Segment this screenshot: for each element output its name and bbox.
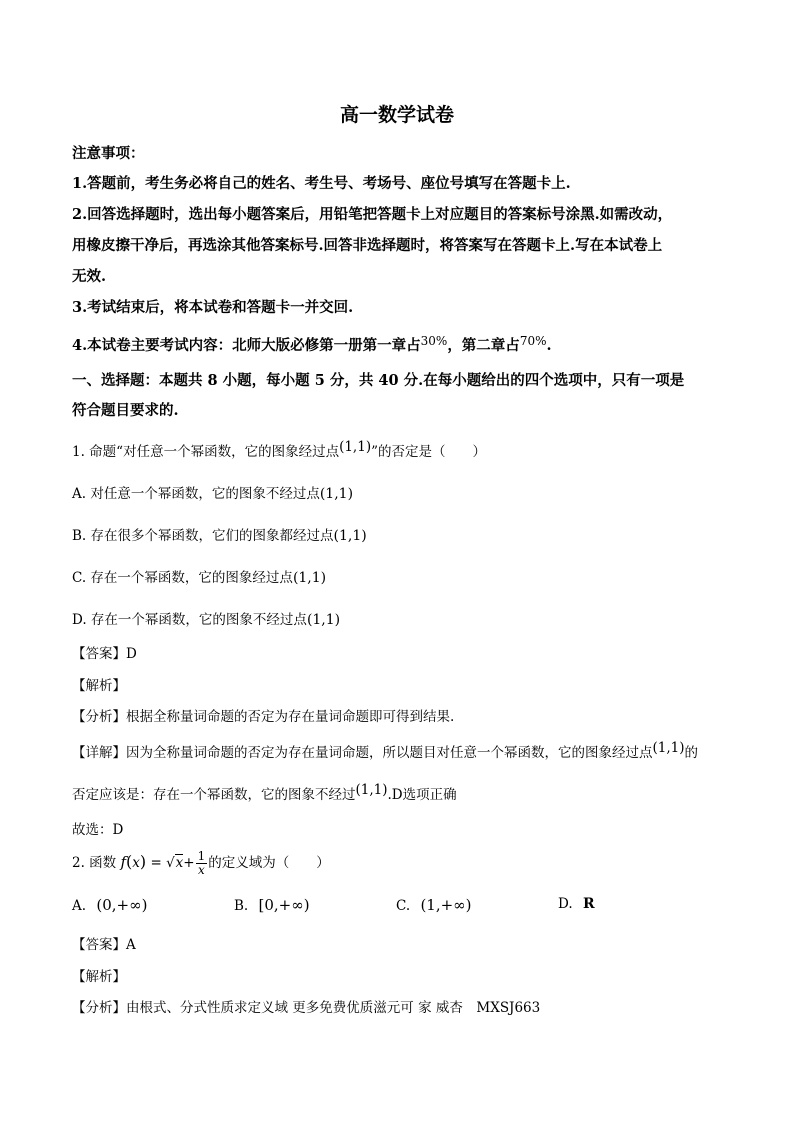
- q2-option-a-math: (0,+∞): [96, 896, 148, 914]
- q1-stem-point: (1,1): [339, 439, 372, 455]
- q1-fenxi: [72, 705, 454, 725]
- q1-option-b: [72, 524, 367, 544]
- q1-xiangjie-point-2: (1,1): [355, 782, 388, 798]
- q2-frac-num: 1: [197, 849, 206, 863]
- q1-option-b-text: B. 存在很多个幂函数，它们的图象都经过点: [72, 528, 334, 544]
- q2-option-d: [558, 896, 595, 912]
- q1-option-d-text: D. 存在一个幂函数，它的图象不经过点: [72, 612, 307, 628]
- q2-answer: 【答案】A: [72, 937, 136, 953]
- q1-option-a: [72, 482, 353, 502]
- q2-stem: 2. 函数 f(x) = √x+ $\frac{1}{x}$ 的定义域为（ ）: [72, 849, 330, 877]
- q2-option-b-math: [0,+∞): [258, 896, 310, 914]
- notice-item-1: 1.答题前，考生务必将自己的姓名、考生号、考场号、座位号填写在答题卡上.: [72, 175, 571, 192]
- q2-option-c-label: C.: [396, 898, 411, 914]
- q2-fenxi: [72, 996, 540, 1016]
- q1-xiangjie-point: (1,1): [652, 740, 685, 756]
- q2-option-c-math: (1,+∞): [420, 896, 472, 914]
- q2-frac-den: x: [198, 863, 205, 877]
- q1-option-c: [72, 566, 326, 586]
- q1-fenxi-text: 根据全称量词命题的否定为存在量词命题即可得到结果.: [126, 709, 455, 725]
- q2-option-a-label: A.: [72, 898, 87, 914]
- q1-stem-suffix: ”的否定是（ ）: [371, 444, 486, 460]
- notice-item-4-mid: ，第二章占: [447, 337, 520, 354]
- q1-option-c-math: (1,1): [292, 570, 327, 586]
- q1-option-c-text: C. 存在一个幂函数，它的图象经过点: [72, 570, 293, 586]
- q2-stem-suffix: 的定义域为（ ）: [208, 855, 330, 871]
- q2-f: f: [120, 853, 127, 871]
- notice-item-2-line-1: 2.回答选择题时，选出每小题答案后，用铅笔把答题卡上对应题目的答案标号涂黑.如需改动，: [72, 206, 673, 223]
- q2-option-b: [234, 896, 310, 914]
- q1-option-d-math: (1,1): [306, 612, 341, 628]
- q2-fraction: [196, 850, 208, 877]
- q1-option-d: [72, 608, 340, 628]
- q2-analysis-label: 【解析】: [72, 969, 126, 985]
- q1-xiangjie-text-1: 因为全称量词命题的否定为存在量词命题，所以题目对任意一个幂函数，它的图象经过点: [126, 745, 653, 761]
- q2-fenxi-text: 由根式、分式性质求定义域: [126, 1000, 288, 1016]
- q1-answer: 【答案】D: [72, 646, 137, 662]
- q1-option-b-math: (1,1): [333, 528, 367, 544]
- q1-xiangjie-text-2: 否定应该是：存在一个幂函数，它的图象不经过: [72, 787, 356, 803]
- q1-option-a-math: (1,1): [319, 486, 354, 502]
- q1-xiangjie-line-2: [72, 783, 457, 803]
- q1-xiangjie-label: 【详解】: [72, 745, 126, 761]
- q2-sqrt-x: x: [175, 855, 184, 871]
- q2-option-b-label: B.: [234, 898, 249, 914]
- q1-xiangjie-text-1-end: 的: [684, 745, 699, 761]
- q2-option-d-label: D.: [558, 896, 573, 912]
- q2-x: x: [132, 855, 140, 871]
- q1-xiangjie-text-2-end: .D选项正确: [387, 787, 457, 803]
- section-1-line-2: 符合题目要求的.: [72, 402, 179, 419]
- notice-item-3: 3.考试结束后，将本试卷和答题卡一并交回.: [72, 299, 354, 316]
- notice-item-2-line-3: 无效.: [72, 268, 107, 285]
- q1-option-a-text: A. 对任意一个幂函数，它的图象不经过点: [72, 486, 320, 502]
- notice-item-4-suffix: .: [546, 337, 552, 354]
- q1-stem: [72, 440, 486, 460]
- notice-item-4-pct2: 70%: [519, 334, 547, 348]
- q2-option-a: [72, 896, 147, 914]
- q1-xiangjie-line-1: [72, 741, 698, 761]
- q1-stem-prefix: 1. 命题“对任意一个幂函数，它的图象经过点: [72, 444, 340, 460]
- q2-option-d-math: R: [582, 896, 595, 912]
- q2-option-c: [396, 896, 472, 914]
- notice-item-4-prefix: 4.本试卷主要考试内容：北师大版必修第一册第一章占: [72, 337, 421, 354]
- notice-item-4-pct1: 30%: [420, 334, 448, 348]
- q1-guxuan: 故选：D: [72, 822, 124, 838]
- notice-item-2-line-2: 用橡皮擦干净后，再选涂其他答案标号.回答非选择题时，将答案写在答题卡上.写在本试卷上: [72, 237, 663, 254]
- notice-item-4: [72, 334, 552, 355]
- notice-heading: 注意事项：: [72, 145, 145, 162]
- exam-title: 高一数学试卷: [339, 104, 454, 126]
- q2-fenxi-label: 【分析】: [72, 1000, 126, 1016]
- q2-watermark: 更多免费优质滋元可 家 威杏 MXSJ663: [292, 1000, 541, 1016]
- section-1-line-1: 一、选择题：本题共 8 小题，每小题 5 分，共 40 分.在每小题给出的四个选项中，只有一项是: [72, 372, 685, 389]
- q1-analysis-label: 【解析】: [72, 678, 126, 694]
- q2-stem-prefix: 2. 函数: [72, 855, 117, 871]
- q2-eq: =: [150, 855, 162, 871]
- q1-fenxi-label: 【分析】: [72, 709, 126, 725]
